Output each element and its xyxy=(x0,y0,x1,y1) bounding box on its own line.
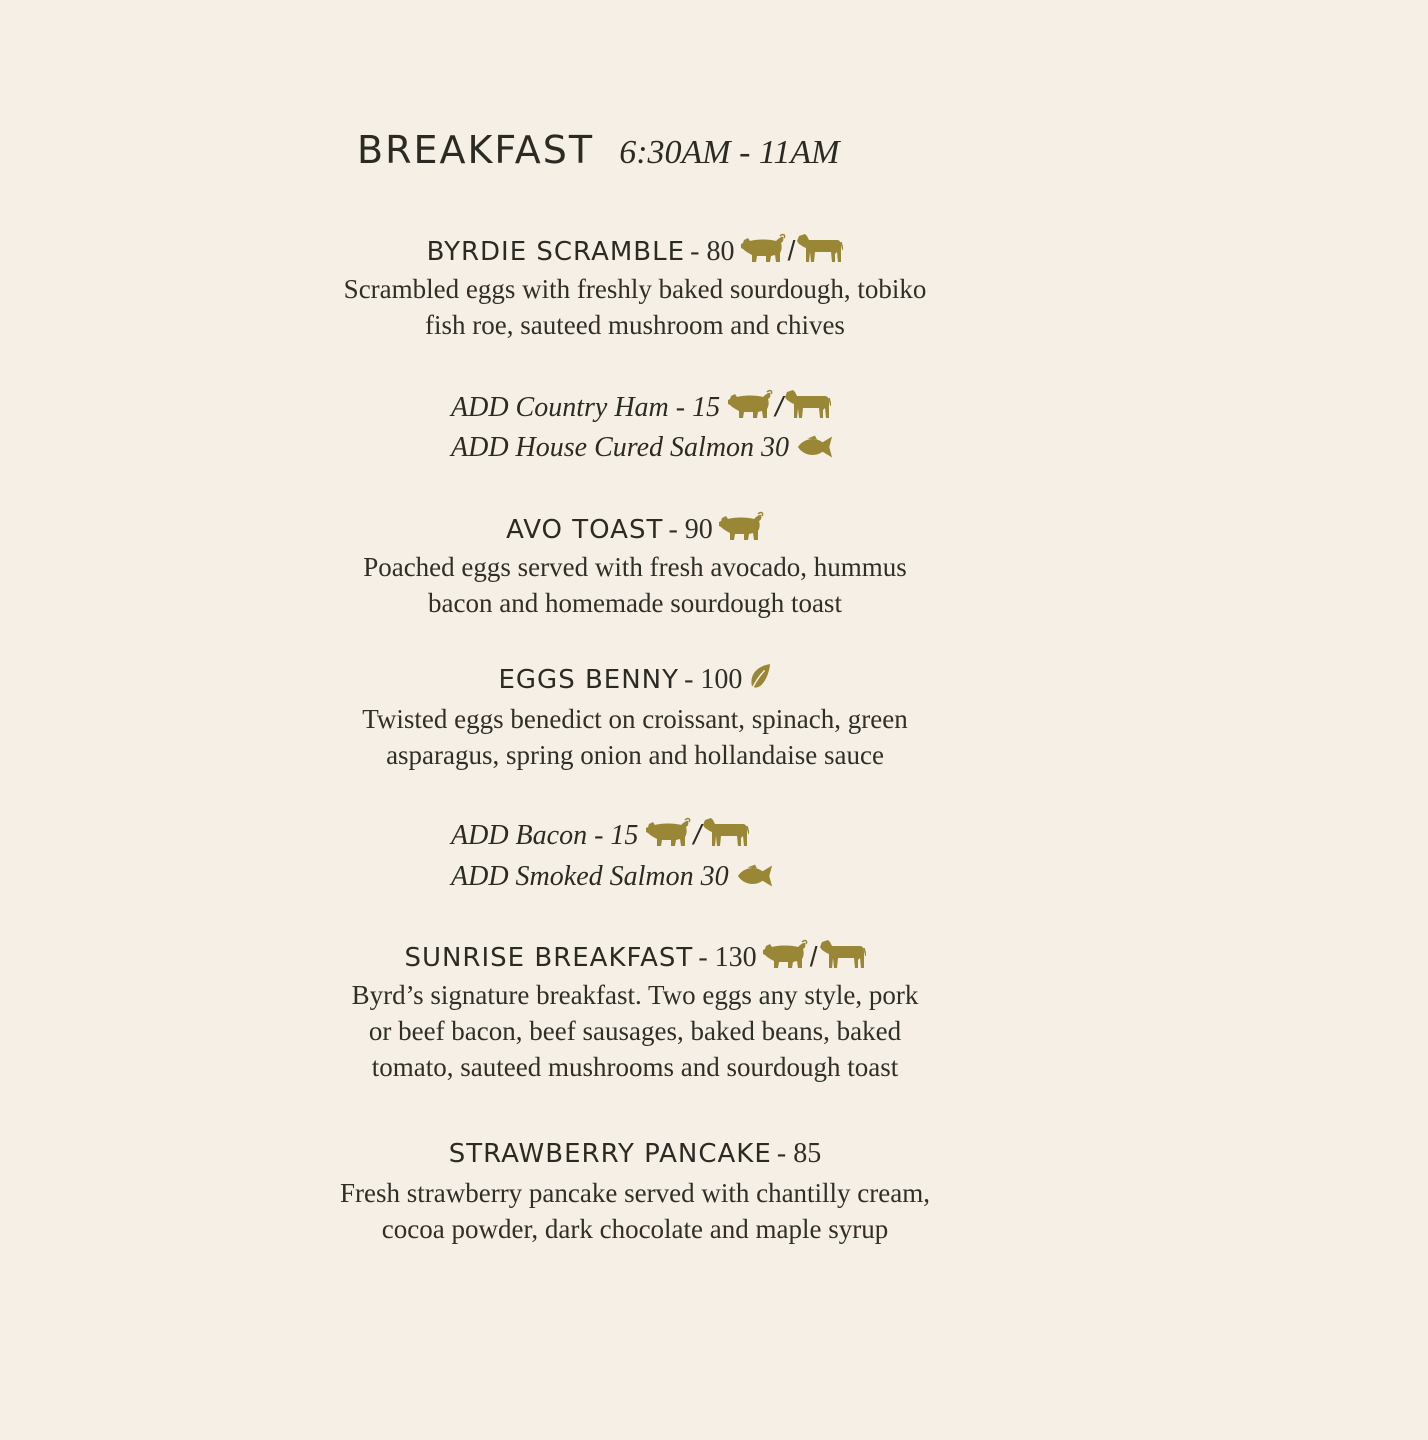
item-name: BYRDIE SCRAMBLE xyxy=(426,237,686,267)
item-description: Fresh strawberry pancake served with chantilly cream, xyxy=(339,1178,931,1208)
addon-label: ADD Smoked Salmon 30 xyxy=(451,861,729,892)
cow-icon xyxy=(703,816,749,848)
addon-row xyxy=(451,861,774,893)
leaf-icon xyxy=(748,662,772,692)
fish-icon xyxy=(736,863,774,889)
separator: / xyxy=(693,819,702,850)
item-price: - 100 xyxy=(684,664,743,695)
item-price: - 130 xyxy=(698,942,757,973)
item-description: Poached eggs served with fresh avocado, hummus xyxy=(363,552,907,582)
item-title-row xyxy=(0,1138,1270,1170)
section-title: BREAKFAST xyxy=(357,128,595,172)
item-description: cocoa powder, dark chocolate and maple syrup xyxy=(381,1214,889,1244)
item-name: AVO TOAST xyxy=(506,515,664,545)
item-price: - 85 xyxy=(776,1138,822,1169)
item-title-row xyxy=(0,510,1270,546)
menu-header xyxy=(357,128,840,172)
addon-label: ADD Bacon - 15 xyxy=(451,820,639,851)
cow-icon xyxy=(820,938,866,970)
cow-icon xyxy=(797,232,843,264)
addon-row xyxy=(451,816,749,852)
item-description: Twisted eggs benedict on croissant, spinach, green xyxy=(362,704,908,734)
pig-icon xyxy=(740,232,786,264)
item-description: bacon and homemade sourdough toast xyxy=(428,588,842,618)
cow-icon xyxy=(785,388,831,420)
item-price: - 80 xyxy=(690,236,735,267)
item-description: tomato, sauteed mushrooms and sourdough toast xyxy=(371,1052,899,1082)
item-price: - 90 xyxy=(668,514,713,545)
fish-icon xyxy=(796,434,834,460)
addon-label: ADD House Cured Salmon 30 xyxy=(451,432,790,463)
item-description: Scrambled eggs with freshly baked sourdough, tobiko xyxy=(343,274,927,304)
pig-icon xyxy=(762,938,808,970)
separator: / xyxy=(809,941,818,972)
pig-icon xyxy=(727,388,773,420)
addon-row xyxy=(451,432,834,464)
section-hours: 6:30AM - 11AM xyxy=(619,134,840,171)
item-title-row xyxy=(0,662,1270,696)
separator: / xyxy=(775,391,783,422)
pig-icon xyxy=(718,510,764,542)
separator: / xyxy=(787,235,796,266)
addon-row xyxy=(451,388,831,424)
item-description: Byrd’s signature breakfast. Two eggs any style, pork xyxy=(351,980,919,1010)
item-description: asparagus, spring onion and hollandaise sauce xyxy=(386,740,884,770)
pig-icon xyxy=(645,816,691,848)
item-name: EGGS BENNY xyxy=(498,665,680,695)
addon-label: ADD Country Ham - 15 xyxy=(451,392,721,423)
item-name: SUNRISE BREAKFAST xyxy=(404,943,694,973)
item-title-row xyxy=(0,232,1270,268)
item-name: STRAWBERRY PANCAKE xyxy=(448,1139,772,1169)
item-title-row xyxy=(0,938,1270,974)
item-description: or beef bacon, beef sausages, baked beans, baked xyxy=(368,1016,902,1046)
item-description: fish roe, sauteed mushroom and chives xyxy=(425,310,845,340)
